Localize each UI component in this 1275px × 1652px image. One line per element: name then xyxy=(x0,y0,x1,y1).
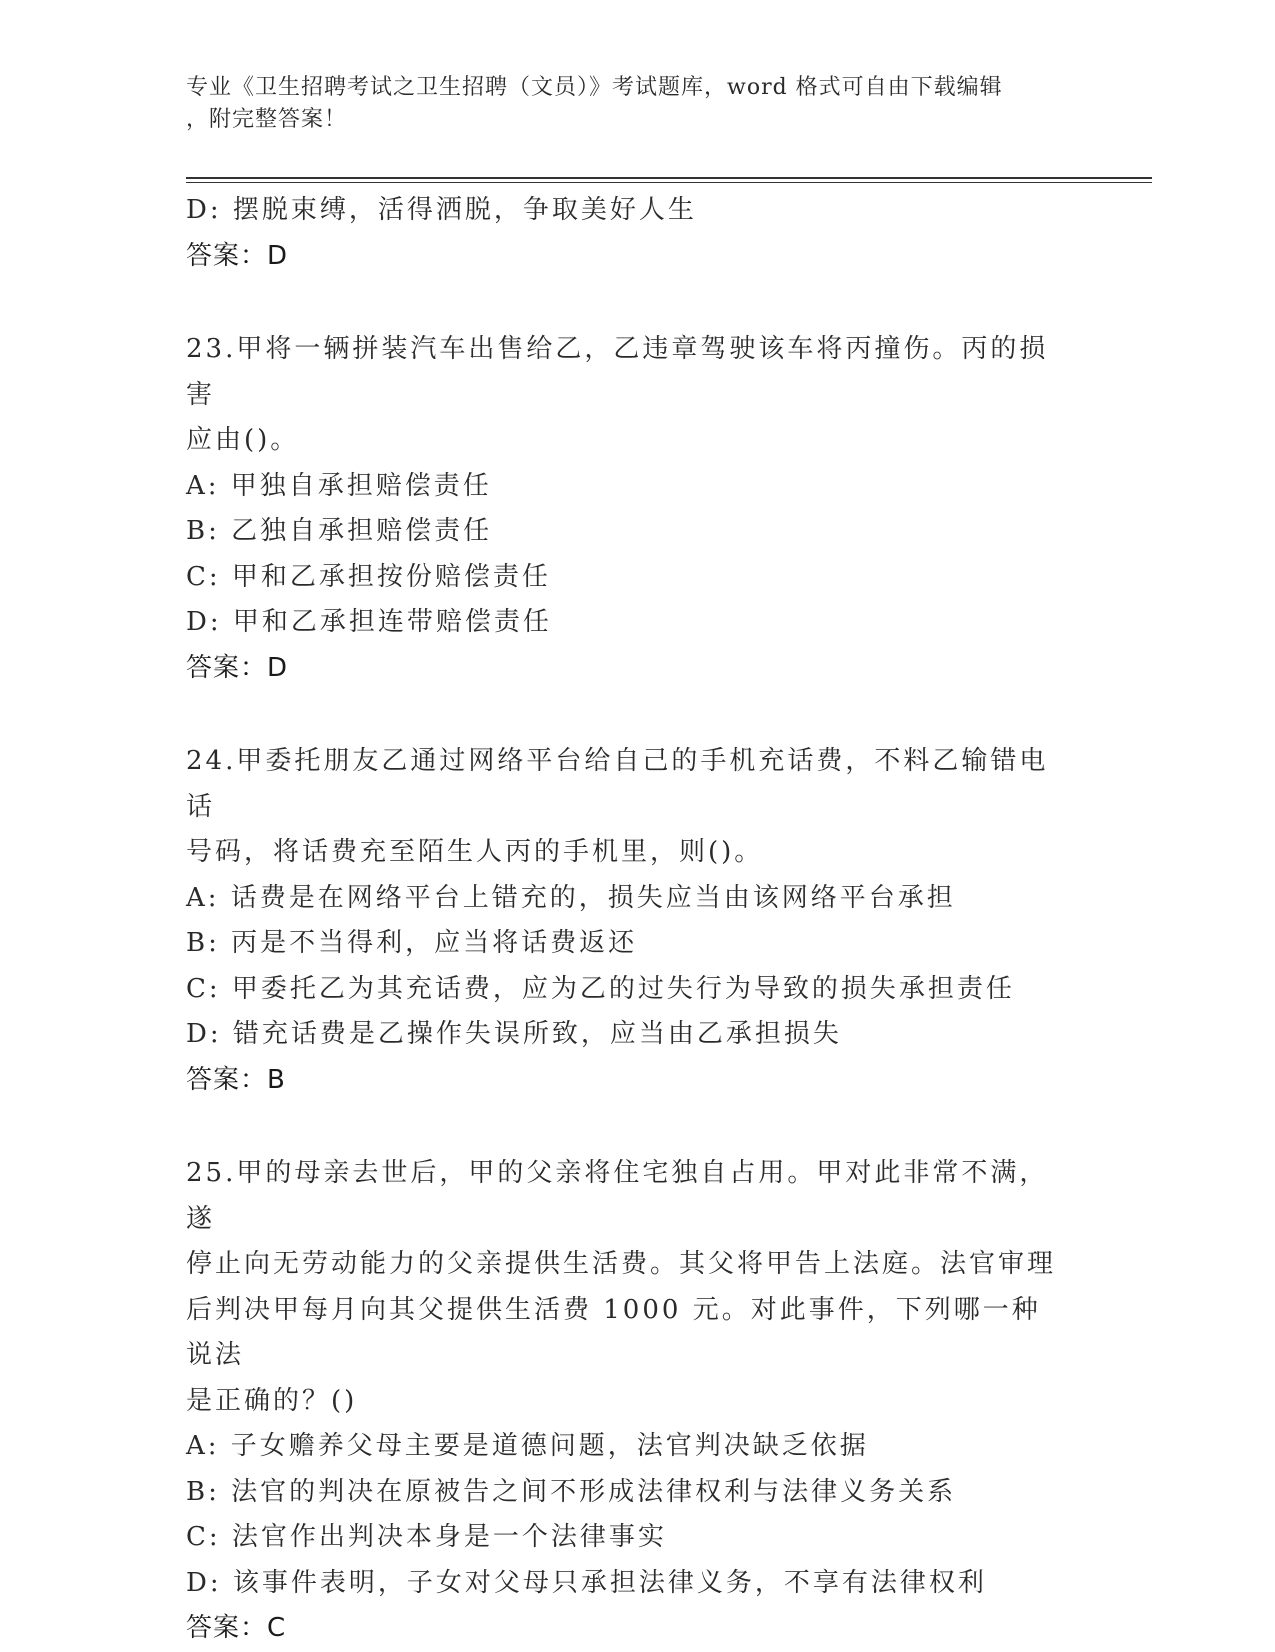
question-stem-line: 号码，将话费充至陌生人丙的手机里，则()。 xyxy=(186,837,764,867)
option-d: D: 错充话费是乙操作失误所致，应当由乙承担损失 xyxy=(186,1019,842,1049)
option-c: C: 甲委托乙为其充话费，应为乙的过失行为导致的损失承担责任 xyxy=(186,973,1015,1004)
question-stem-line: 24.甲委托朋友乙通过网络平台给自己的手机充话费，不料乙输错电话 xyxy=(186,746,1049,822)
header-title-line-2: ，附完整答案！ xyxy=(186,107,348,132)
question-stem-line: 25.甲的母亲去世后，甲的父亲将住宅独自占用。甲对此非常不满，遂 xyxy=(186,1158,1049,1234)
option-a: A: 话费是在网络平台上错充的，损失应当由该网络平台承担 xyxy=(186,882,956,913)
header-rule-thick xyxy=(186,177,1152,179)
answer: 答案：C xyxy=(186,1613,287,1643)
header-rule-thin xyxy=(186,182,1152,183)
option-b: B: 法官的判决在原被告之间不形成法律权利与法律义务关系 xyxy=(186,1476,957,1507)
answer: 答案：B xyxy=(186,1064,286,1095)
question-stem-line: 后判决甲每月向其父提供生活费 1000 元。对此事件，下列哪一种说法 xyxy=(186,1294,1041,1370)
question-stem-line: 是正确的？() xyxy=(186,1385,358,1416)
question-stem-line: 停止向无劳动能力的父亲提供生活费。其父将甲告上法庭。法官审理 xyxy=(186,1249,1057,1279)
option-c: C: 法官作出判决本身是一个法律事实 xyxy=(186,1522,667,1552)
option-b: B: 丙是不当得利，应当将话费返还 xyxy=(186,928,638,958)
answer: 答案：D xyxy=(186,240,289,271)
option-a: A: 子女赡养父母主要是道德问题，法官判决缺乏依据 xyxy=(186,1431,869,1461)
question-stem-line: 23.甲将一辆拼装汽车出售给乙，乙违章驾驶该车将丙撞伤。丙的损害 xyxy=(186,334,1049,410)
option-b: B: 乙独自承担赔偿责任 xyxy=(186,516,493,546)
question-24 xyxy=(186,739,1086,1103)
document-body xyxy=(186,188,1086,1652)
option-a: A: 甲独自承担赔偿责任 xyxy=(186,470,492,501)
option-c: C: 甲和乙承担按份赔偿责任 xyxy=(186,561,551,592)
option-d: D: 摆脱束缚，活得洒脱，争取美好人生 xyxy=(186,195,697,225)
question-25 xyxy=(186,1151,1086,1652)
option-d: D: 该事件表明，子女对父母只承担法律义务，不享有法律权利 xyxy=(186,1567,987,1598)
previous-question-tail xyxy=(186,188,1086,279)
answer: 答案：D xyxy=(186,652,289,683)
header-title-line-1: 专业《卫生招聘考试之卫生招聘（文员）》考试题库，word 格式可自由下载编辑 xyxy=(186,75,1003,100)
document-header xyxy=(186,72,1066,136)
question-23 xyxy=(186,327,1086,691)
option-d: D: 甲和乙承担连带赔偿责任 xyxy=(186,607,552,637)
question-stem-line: 应由()。 xyxy=(186,425,300,455)
